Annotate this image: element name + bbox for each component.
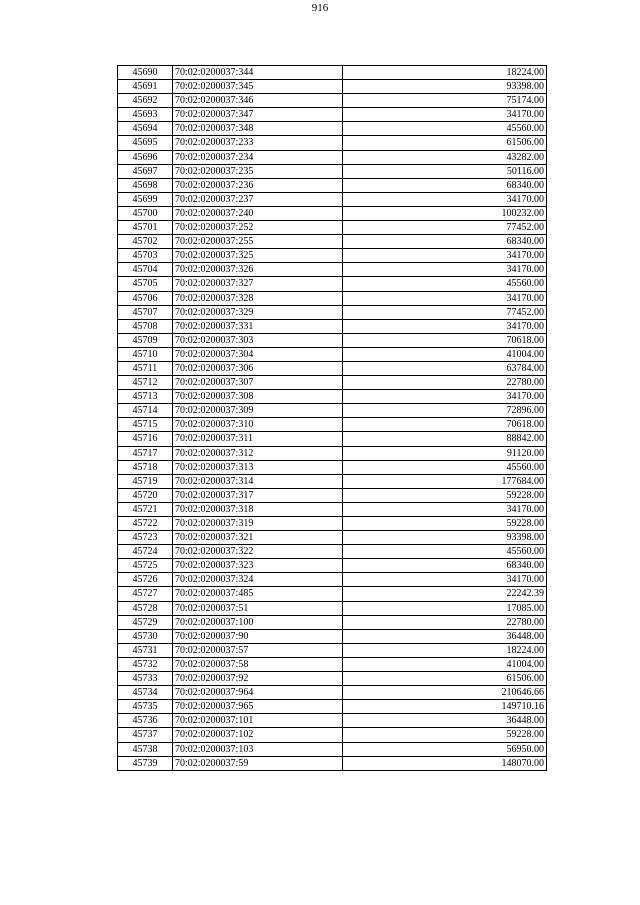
cadastral-number: 70:02:0200037:308 xyxy=(173,390,343,404)
table-row xyxy=(118,672,547,686)
cadastral-number: 70:02:0200037:234 xyxy=(173,150,343,164)
row-number: 45698 xyxy=(118,178,173,192)
row-number: 45737 xyxy=(118,728,173,742)
row-number: 45723 xyxy=(118,531,173,545)
table-row xyxy=(118,657,547,671)
table-row xyxy=(118,277,547,291)
cadastral-value: 91120.00 xyxy=(343,446,547,460)
cadastral-value: 22780.00 xyxy=(343,615,547,629)
table-row xyxy=(118,178,547,192)
cadastral-number: 70:02:0200037:307 xyxy=(173,376,343,390)
cadastral-number: 70:02:0200037:313 xyxy=(173,460,343,474)
row-number: 45722 xyxy=(118,517,173,531)
cadastral-value: 93398.00 xyxy=(343,80,547,94)
cadastral-number: 70:02:0200037:328 xyxy=(173,291,343,305)
table-row xyxy=(118,221,547,235)
table-row xyxy=(118,531,547,545)
row-number: 45726 xyxy=(118,573,173,587)
cadastral-number: 70:02:0200037:319 xyxy=(173,517,343,531)
cadastral-value: 59228.00 xyxy=(343,517,547,531)
row-number: 45702 xyxy=(118,235,173,249)
cadastral-number: 70:02:0200037:304 xyxy=(173,347,343,361)
row-number: 45724 xyxy=(118,545,173,559)
cadastral-number: 70:02:0200037:310 xyxy=(173,418,343,432)
cadastral-number: 70:02:0200037:314 xyxy=(173,474,343,488)
cadastral-value: 61506.00 xyxy=(343,136,547,150)
cadastral-number: 70:02:0200037:235 xyxy=(173,164,343,178)
row-number: 45736 xyxy=(118,714,173,728)
table-row xyxy=(118,108,547,122)
cadastral-value: 34170.00 xyxy=(343,390,547,404)
table-row xyxy=(118,432,547,446)
cadastral-number: 70:02:0200037:237 xyxy=(173,192,343,206)
row-number: 45733 xyxy=(118,672,173,686)
cadastral-value: 34170.00 xyxy=(343,192,547,206)
row-number: 45705 xyxy=(118,277,173,291)
cadastral-number: 70:02:0200037:311 xyxy=(173,432,343,446)
table-row xyxy=(118,559,547,573)
cadastral-value: 18224.00 xyxy=(343,643,547,657)
cadastral-number: 70:02:0200037:964 xyxy=(173,686,343,700)
row-number: 45707 xyxy=(118,305,173,319)
cadastral-number: 70:02:0200037:306 xyxy=(173,361,343,375)
cadastral-number: 70:02:0200037:312 xyxy=(173,446,343,460)
cadastral-value: 70618.00 xyxy=(343,418,547,432)
cadastral-value: 36448.00 xyxy=(343,714,547,728)
table-row xyxy=(118,164,547,178)
row-number: 45719 xyxy=(118,474,173,488)
cadastral-value: 22242.39 xyxy=(343,587,547,601)
cadastral-value: 61506.00 xyxy=(343,672,547,686)
table-row xyxy=(118,545,547,559)
cadastral-value: 45560.00 xyxy=(343,122,547,136)
cadastral-number: 70:02:0200037:323 xyxy=(173,559,343,573)
cadastral-number: 70:02:0200037:347 xyxy=(173,108,343,122)
row-number: 45694 xyxy=(118,122,173,136)
table-row xyxy=(118,418,547,432)
cadastral-number: 70:02:0200037:102 xyxy=(173,728,343,742)
cadastral-value: 68340.00 xyxy=(343,235,547,249)
cadastral-value: 34170.00 xyxy=(343,291,547,305)
cadastral-value-table xyxy=(117,65,547,771)
cadastral-value: 22780.00 xyxy=(343,376,547,390)
table-row xyxy=(118,700,547,714)
cadastral-number: 70:02:0200037:100 xyxy=(173,615,343,629)
row-number: 45699 xyxy=(118,192,173,206)
cadastral-value: 45560.00 xyxy=(343,545,547,559)
cadastral-value: 75174.00 xyxy=(343,94,547,108)
row-number: 45696 xyxy=(118,150,173,164)
table-row xyxy=(118,263,547,277)
cadastral-number: 70:02:0200037:322 xyxy=(173,545,343,559)
cadastral-value: 34170.00 xyxy=(343,502,547,516)
table-row xyxy=(118,728,547,742)
table-row xyxy=(118,502,547,516)
row-number: 45721 xyxy=(118,502,173,516)
cadastral-value: 77452.00 xyxy=(343,305,547,319)
table-row xyxy=(118,347,547,361)
row-number: 45708 xyxy=(118,319,173,333)
cadastral-value: 34170.00 xyxy=(343,263,547,277)
cadastral-value: 77452.00 xyxy=(343,221,547,235)
row-number: 45717 xyxy=(118,446,173,460)
cadastral-value: 93398.00 xyxy=(343,531,547,545)
cadastral-number: 70:02:0200037:51 xyxy=(173,601,343,615)
cadastral-number: 70:02:0200037:321 xyxy=(173,531,343,545)
table-row xyxy=(118,206,547,220)
cadastral-number: 70:02:0200037:317 xyxy=(173,488,343,502)
cadastral-number: 70:02:0200037:236 xyxy=(173,178,343,192)
table-row xyxy=(118,333,547,347)
row-number: 45715 xyxy=(118,418,173,432)
cadastral-value: 72896.00 xyxy=(343,404,547,418)
cadastral-value: 43282.00 xyxy=(343,150,547,164)
cadastral-value: 41004.00 xyxy=(343,347,547,361)
cadastral-number: 70:02:0200037:326 xyxy=(173,263,343,277)
table-row xyxy=(118,122,547,136)
cadastral-value: 34170.00 xyxy=(343,249,547,263)
table-row xyxy=(118,474,547,488)
row-number: 45711 xyxy=(118,361,173,375)
cadastral-value: 70618.00 xyxy=(343,333,547,347)
cadastral-value: 177684.00 xyxy=(343,474,547,488)
row-number: 45739 xyxy=(118,756,173,770)
cadastral-number: 70:02:0200037:965 xyxy=(173,700,343,714)
cadastral-value: 34170.00 xyxy=(343,108,547,122)
table-row xyxy=(118,573,547,587)
row-number: 45690 xyxy=(118,66,173,80)
table-row xyxy=(118,686,547,700)
row-number: 45706 xyxy=(118,291,173,305)
row-number: 45720 xyxy=(118,488,173,502)
row-number: 45729 xyxy=(118,615,173,629)
cadastral-value: 41004.00 xyxy=(343,657,547,671)
table-row xyxy=(118,742,547,756)
cadastral-value: 68340.00 xyxy=(343,559,547,573)
cadastral-number: 70:02:0200037:324 xyxy=(173,573,343,587)
cadastral-number: 70:02:0200037:344 xyxy=(173,66,343,80)
row-number: 45704 xyxy=(118,263,173,277)
row-number: 45692 xyxy=(118,94,173,108)
cadastral-value: 17085.00 xyxy=(343,601,547,615)
row-number: 45735 xyxy=(118,700,173,714)
cadastral-value: 36448.00 xyxy=(343,629,547,643)
table-row xyxy=(118,615,547,629)
cadastral-number: 70:02:0200037:92 xyxy=(173,672,343,686)
row-number: 45703 xyxy=(118,249,173,263)
cadastral-value: 210646.66 xyxy=(343,686,547,700)
table-row xyxy=(118,361,547,375)
row-number: 45728 xyxy=(118,601,173,615)
cadastral-number: 70:02:0200037:348 xyxy=(173,122,343,136)
row-number: 45710 xyxy=(118,347,173,361)
row-number: 45701 xyxy=(118,221,173,235)
table-row xyxy=(118,460,547,474)
cadastral-number: 70:02:0200037:309 xyxy=(173,404,343,418)
table-row xyxy=(118,66,547,80)
table-row xyxy=(118,601,547,615)
cadastral-number: 70:02:0200037:252 xyxy=(173,221,343,235)
row-number: 45713 xyxy=(118,390,173,404)
cadastral-value: 34170.00 xyxy=(343,319,547,333)
cadastral-number: 70:02:0200037:233 xyxy=(173,136,343,150)
cadastral-number: 70:02:0200037:327 xyxy=(173,277,343,291)
row-number: 45712 xyxy=(118,376,173,390)
cadastral-number: 70:02:0200037:325 xyxy=(173,249,343,263)
table-row xyxy=(118,319,547,333)
cadastral-value: 56950.00 xyxy=(343,742,547,756)
row-number: 45697 xyxy=(118,164,173,178)
row-number: 45716 xyxy=(118,432,173,446)
cadastral-number: 70:02:0200037:58 xyxy=(173,657,343,671)
table-row xyxy=(118,150,547,164)
row-number: 45718 xyxy=(118,460,173,474)
row-number: 45730 xyxy=(118,629,173,643)
table-row xyxy=(118,390,547,404)
row-number: 45738 xyxy=(118,742,173,756)
cadastral-value: 50116.00 xyxy=(343,164,547,178)
cadastral-value: 88842.00 xyxy=(343,432,547,446)
cadastral-number: 70:02:0200037:329 xyxy=(173,305,343,319)
table-row xyxy=(118,305,547,319)
row-number: 45695 xyxy=(118,136,173,150)
table-row xyxy=(118,291,547,305)
table-row xyxy=(118,587,547,601)
cadastral-number: 70:02:0200037:240 xyxy=(173,206,343,220)
row-number: 45725 xyxy=(118,559,173,573)
cadastral-value: 45560.00 xyxy=(343,460,547,474)
cadastral-value: 148070.00 xyxy=(343,756,547,770)
table-row xyxy=(118,488,547,502)
table-row xyxy=(118,629,547,643)
cadastral-value: 100232.00 xyxy=(343,206,547,220)
table-row xyxy=(118,517,547,531)
row-number: 45709 xyxy=(118,333,173,347)
cadastral-value: 45560.00 xyxy=(343,277,547,291)
cadastral-number: 70:02:0200037:345 xyxy=(173,80,343,94)
table-row xyxy=(118,94,547,108)
cadastral-number: 70:02:0200037:331 xyxy=(173,319,343,333)
row-number: 45734 xyxy=(118,686,173,700)
table-row xyxy=(118,80,547,94)
table-row xyxy=(118,756,547,770)
row-number: 45693 xyxy=(118,108,173,122)
cadastral-value: 59228.00 xyxy=(343,728,547,742)
cadastral-number: 70:02:0200037:59 xyxy=(173,756,343,770)
table-row xyxy=(118,643,547,657)
cadastral-value: 149710.16 xyxy=(343,700,547,714)
table-row xyxy=(118,446,547,460)
table-row xyxy=(118,404,547,418)
cadastral-number: 70:02:0200037:57 xyxy=(173,643,343,657)
table-row xyxy=(118,235,547,249)
cadastral-number: 70:02:0200037:318 xyxy=(173,502,343,516)
cadastral-value: 18224.00 xyxy=(343,66,547,80)
row-number: 45700 xyxy=(118,206,173,220)
cadastral-number: 70:02:0200037:101 xyxy=(173,714,343,728)
row-number: 45691 xyxy=(118,80,173,94)
cadastral-number: 70:02:0200037:485 xyxy=(173,587,343,601)
row-number: 45732 xyxy=(118,657,173,671)
cadastral-number: 70:02:0200037:303 xyxy=(173,333,343,347)
table-body xyxy=(118,66,547,771)
cadastral-value: 59228.00 xyxy=(343,488,547,502)
cadastral-number: 70:02:0200037:255 xyxy=(173,235,343,249)
cadastral-number: 70:02:0200037:103 xyxy=(173,742,343,756)
row-number: 45727 xyxy=(118,587,173,601)
table-row xyxy=(118,136,547,150)
cadastral-value: 63784.00 xyxy=(343,361,547,375)
cadastral-value: 68340.00 xyxy=(343,178,547,192)
page-number: 916 xyxy=(311,2,329,14)
cadastral-number: 70:02:0200037:90 xyxy=(173,629,343,643)
table-row xyxy=(118,376,547,390)
cadastral-number: 70:02:0200037:346 xyxy=(173,94,343,108)
table-row xyxy=(118,714,547,728)
cadastral-value: 34170.00 xyxy=(343,573,547,587)
table-row xyxy=(118,192,547,206)
row-number: 45731 xyxy=(118,643,173,657)
table-row xyxy=(118,249,547,263)
row-number: 45714 xyxy=(118,404,173,418)
